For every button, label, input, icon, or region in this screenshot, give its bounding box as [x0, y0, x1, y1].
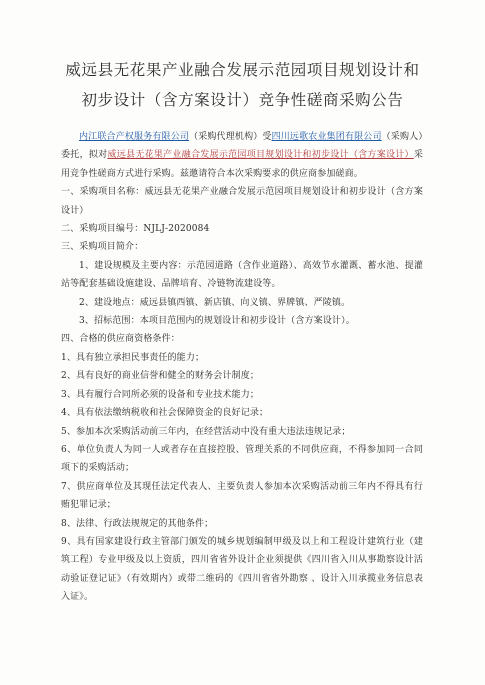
section-4-item: 3、具有履行合同所必须的设备和专业技术能力； [61, 389, 260, 400]
section-4-item: 2、具有良好的商业信誉和健全的财务会计制度； [61, 371, 260, 382]
intro-text-b: （采购人）委托，拟对 [61, 132, 423, 161]
section-4-item: 7、供应商单位及其现任法定代表人、主要负责人参加本次采购活动前三年内不得具有行贿犯罪记录； [61, 481, 423, 511]
section-4-item: 6、单位负责人为同一人或者存在直接控股、管理关系的不同供应商，不得参加同一合同项下的采购活动； [61, 444, 423, 474]
section-4-item: 9、具有国家建设行政主管部门颁发的城乡规划编制甲级及以上和工程设计建筑行业（建筑工程）专业甲级及以上资质，四川省省外设计企业须提供《四川省入川从事勘察设计活动验证登记证》（有效期内）或带二维码的《四川省省外勘察 、设计入川承揽业务信息表入证》。 [61, 536, 423, 603]
intro-paragraph [61, 128, 423, 183]
section-1 [61, 183, 423, 220]
section-4-item: 5、参加本次采购活动前三年内，在经营活动中没有重大违法违规记录； [61, 426, 351, 437]
section-3-item: 1、建设规模及主要内容：示范园道路（含作业道路）、高效节水灌溉、蓄水池、提灌站等配套基础设施建设、品牌培育、冷链物流建设等。 [61, 260, 423, 290]
section-4-item: 1、具有独立承担民事责任的能力； [61, 352, 205, 363]
document-body [61, 128, 423, 607]
section-4-item: 4、具有依法缴纳税收和社会保障资金的良好记录； [61, 408, 269, 419]
document-title-line-1: 威远县无花果产业融合发展示范园项目规划设计和 [65, 61, 420, 79]
section-2 [61, 220, 423, 238]
agency-name: 内江联合产权服务有限公司 [79, 132, 190, 142]
section-2-label: 二、采购项目编号： [61, 224, 144, 235]
section-2-value: NJLJ-2020084 [143, 224, 210, 235]
buyer-name: 四川远歌农业集团有限公司 [271, 132, 382, 142]
section-1-label: 一、采购项目名称： [61, 187, 145, 198]
intro-text-a: （采购代理机构）受 [189, 132, 272, 142]
project-name: 威远县无花果产业融合发展示范园项目规划设计和初步设计（含方案设计） [107, 150, 414, 161]
section-3-heading: 三、采购项目简介： [61, 242, 144, 253]
section-3-item: 2、建设地点：威远县镇西镇、新店镇、向义镇、界牌镇、严陵镇。 [79, 297, 351, 308]
section-1-value: 威远县无花果产业融合发展示范园项目规划设计和初步设计（含方案设计） [61, 187, 423, 216]
section-3-item: 3、招标范围：本项目范围内的规划设计和初步设计（含方案设计）。 [79, 316, 355, 327]
section-4-heading: 四、合格的供应商资格条件： [61, 334, 180, 345]
intro-text-c: 采用竞争性磋商方式进行采购。兹邀请符合本次采购要求的供应商参加磋商。 [61, 150, 423, 179]
section-4-item: 8、法律、行政法规规定的其他条件； [61, 518, 214, 529]
document-title-line-2: 初步设计（含方案设计）竞争性磋商采购公告 [81, 91, 404, 109]
